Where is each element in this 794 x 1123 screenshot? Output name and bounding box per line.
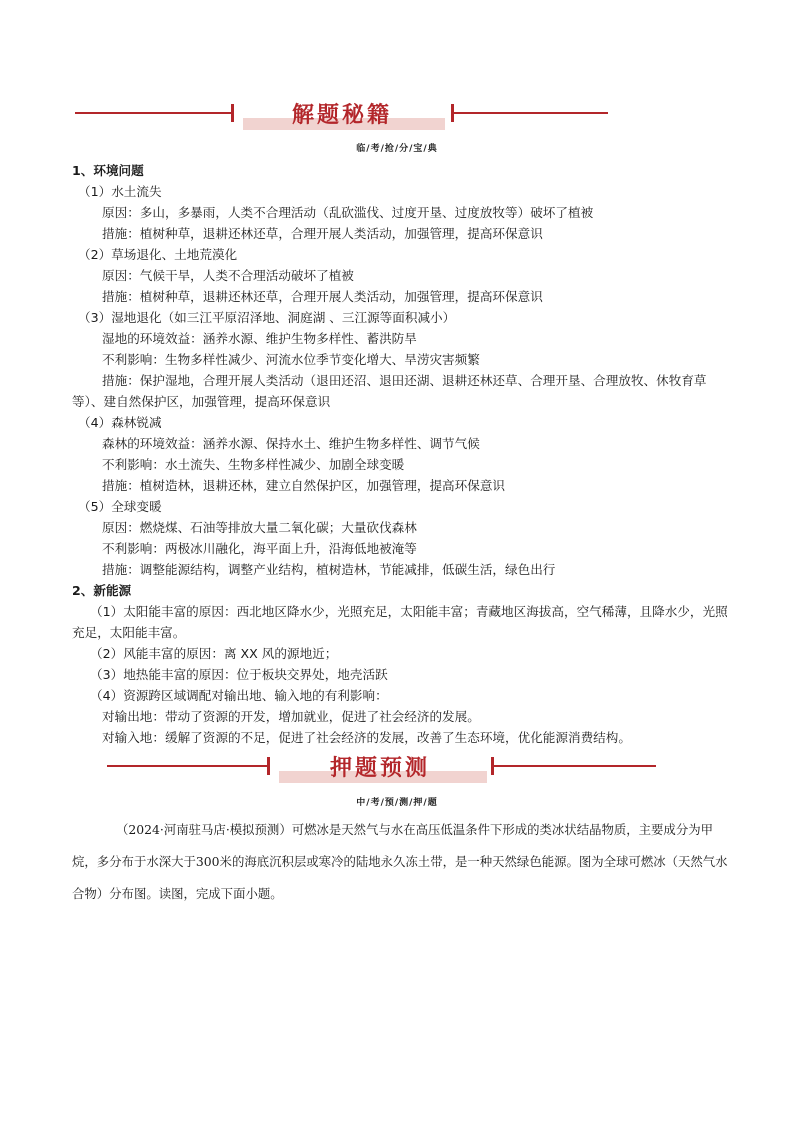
- forest-benefit: 森林的环境效益：涵养水源、保持水土、维护生物多样性、调节气候: [102, 436, 480, 451]
- forest-measure: 措施：植树造林，退耕还林，建立自然保护区，加强管理，提高环保意识: [102, 478, 505, 493]
- item-title-soil: （1）水土流失: [78, 184, 162, 199]
- banner-left-tick: [231, 104, 234, 122]
- wetland-benefit: 湿地的环境效益：涵养水源、维护生物多样性、蓄洪防旱: [102, 331, 417, 346]
- banner-subtitle: 临/考/抢/分/宝/典: [356, 144, 438, 154]
- soil-measure: 措施：植树种草，退耕还林还草，合理开展人类活动，加强管理，提高环保意识: [102, 226, 543, 241]
- grass-cause: 原因：气候干旱，人类不合理活动破坏了植被: [102, 268, 354, 283]
- grass-measure: 措施：植树种草，退耕还林还草，合理开展人类活动，加强管理，提高环保意识: [102, 289, 543, 304]
- wetland-impact: 不利影响：生物多样性减少、河流水位季节变化增大、旱涝灾害频繁: [102, 352, 480, 367]
- banner2-title: 押题预测: [330, 756, 431, 781]
- energy-wind: （2）风能丰富的原因：离 XX 风的源地近；: [90, 646, 338, 661]
- energy-geothermal: （3）地热能丰富的原因：位于板块交界处，地壳活跃: [90, 667, 388, 682]
- banner2-right-line: [494, 765, 656, 767]
- question-paragraph: （2024·河南驻马店·模拟预测）可燃冰是天然气与水在高压低温条件下形成的类冰状结晶物质，主要成分为甲烷，多分布于水深大于300米的海底沉积层或寒冷的陆地永久冻土带，是一种天然绿色能源。图为全球可燃冰（天然气水合物）分布图。读图，完成下面小题。: [72, 822, 728, 901]
- soil-cause: 原因：多山，多暴雨，人类不合理活动（乱砍滥伐、过度开垦、过度放牧等）破坏了植被: [102, 205, 594, 220]
- energy-transfer: （4）资源跨区域调配对输出地、输入地的有利影响：: [90, 688, 388, 703]
- wetland-measure: 措施：保护湿地，合理开展人类活动（退田还沼、退田还湖、退耕还林还草、合理开垦、合理放牧、休牧育草等）、建自然保护区，加强管理，提高环保意识: [72, 373, 707, 409]
- section-heading-energy: 2、新能源: [72, 583, 132, 598]
- transfer-input: 对输入地：缓解了资源的不足，促进了社会经济的发展，改善了生态环境，优化能源消费结构。: [102, 730, 631, 745]
- banner2-left-tick: [267, 757, 270, 775]
- banner2-left-line: [107, 765, 267, 767]
- item-title-grass: （2）草场退化、土地荒漠化: [78, 247, 238, 262]
- warming-measure: 措施：调整能源结构，调整产业结构，植树造林，节能减排，低碳生活，绿色出行: [102, 562, 556, 577]
- banner-right-line: [454, 112, 608, 114]
- energy-solar: （1）太阳能丰富的原因：西北地区降水少，光照充足，太阳能丰富；青藏地区海拔高，空气稀薄，且降水少，光照充足，太阳能丰富。: [72, 604, 728, 640]
- banner-tips: [0, 96, 794, 136]
- banner-title: 解题秘籍: [292, 103, 393, 128]
- item-title-warming: （5）全球变暖: [78, 499, 162, 514]
- transfer-output: 对输出地：带动了资源的开发，增加就业，促进了社会经济的发展。: [102, 709, 480, 724]
- item-title-wetland: （3）湿地退化（如三江平原沼泽地、洞庭湖 、三江源等面积减小）: [78, 310, 456, 325]
- banner-prediction: [0, 749, 794, 789]
- forest-impact: 不利影响：水土流失、生物多样性减少、加剧全球变暖: [102, 457, 405, 472]
- knowledge-section: [72, 160, 736, 748]
- item-title-forest: （4）森林锐减: [78, 415, 162, 430]
- warming-cause: 原因：燃烧煤、石油等排放大量二氧化碳；大量砍伐森林: [102, 520, 417, 535]
- banner2-subtitle: 中/考/预/测/押/题: [356, 798, 438, 808]
- section-heading-environment: 1、环境问题: [72, 163, 144, 178]
- warming-impact: 不利影响：两极冰川融化，海平面上升，沿海低地被淹等: [102, 541, 417, 556]
- banner-left-line: [75, 112, 231, 114]
